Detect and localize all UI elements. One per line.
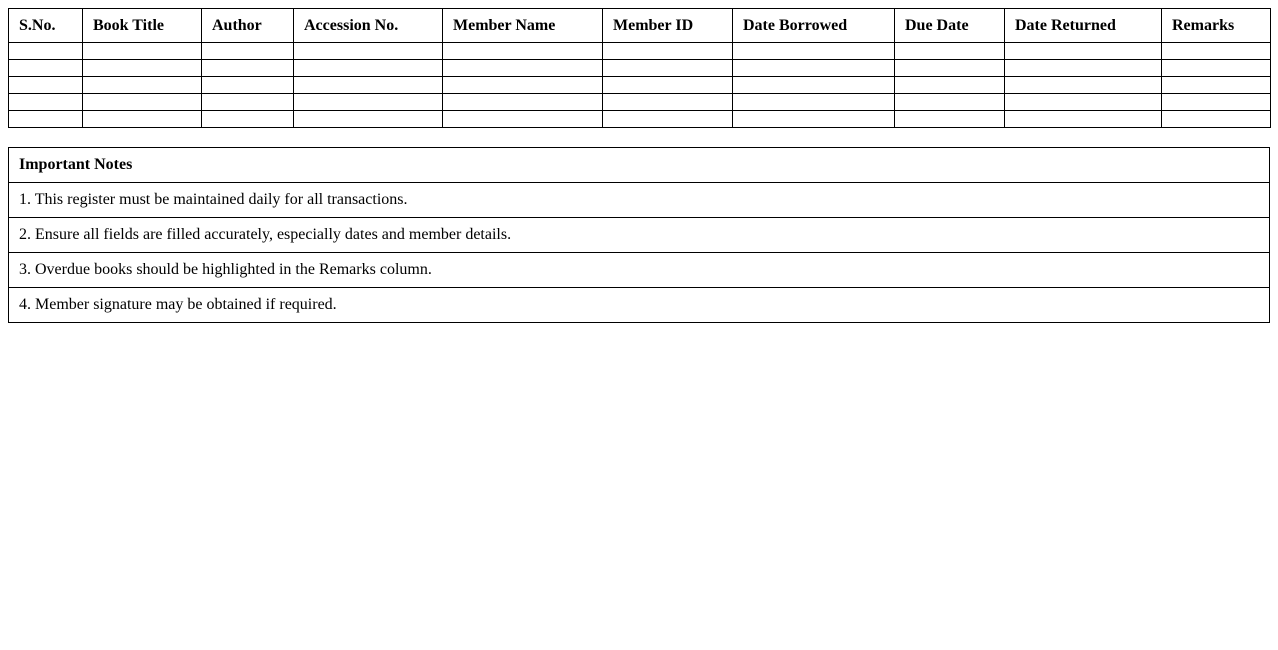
table-cell [294,60,443,77]
notes-row [9,183,1270,218]
notes-row [9,218,1270,253]
table-cell [202,77,294,94]
table-row [9,77,1271,94]
note-item: 1. This register must be maintained daily for all transactions. [9,183,1270,218]
notes-row [9,253,1270,288]
header-remarks: Remarks [1162,9,1271,43]
table-cell [603,111,733,128]
note-item: 4. Member signature may be obtained if required. [9,288,1270,323]
table-row [9,43,1271,60]
header-due-date: Due Date [895,9,1005,43]
note-item: 3. Overdue books should be highlighted in the Remarks column. [9,253,1270,288]
table-cell [603,94,733,111]
table-cell [603,60,733,77]
table-cell [83,77,202,94]
table-cell [895,77,1005,94]
table-cell [202,111,294,128]
header-accession-no: Accession No. [294,9,443,43]
header-date-borrowed: Date Borrowed [733,9,895,43]
table-cell [603,43,733,60]
header-date-returned: Date Returned [1005,9,1162,43]
table-cell [443,94,603,111]
table-cell [83,60,202,77]
table-cell [1162,94,1271,111]
table-cell [294,43,443,60]
table-cell [294,94,443,111]
table-cell [202,60,294,77]
table-cell [294,77,443,94]
table-cell [1005,77,1162,94]
table-cell [9,77,83,94]
table-cell [443,77,603,94]
table-cell [1005,43,1162,60]
table-cell [9,60,83,77]
table-cell [294,111,443,128]
table-cell [1005,60,1162,77]
table-cell [895,94,1005,111]
notes-row [9,288,1270,323]
table-cell [733,77,895,94]
table-row [9,111,1271,128]
table-cell [895,111,1005,128]
table-row [9,94,1271,111]
table-cell [9,94,83,111]
table-cell [443,111,603,128]
table-cell [733,94,895,111]
table-cell [1162,60,1271,77]
header-book-title: Book Title [83,9,202,43]
table-cell [895,60,1005,77]
table-header-row [9,9,1271,43]
important-notes-table [8,147,1270,323]
notes-heading-row [9,148,1270,183]
table-cell [443,60,603,77]
table-cell [83,43,202,60]
table-cell [733,111,895,128]
table-cell [1162,43,1271,60]
table-cell [895,43,1005,60]
table-row [9,60,1271,77]
notes-heading: Important Notes [9,148,1270,183]
table-cell [1162,111,1271,128]
table-cell [603,77,733,94]
table-cell [83,94,202,111]
table-cell [1005,94,1162,111]
header-member-id: Member ID [603,9,733,43]
table-cell [83,111,202,128]
table-cell [733,43,895,60]
header-member-name: Member Name [443,9,603,43]
table-cell [1005,111,1162,128]
table-cell [443,43,603,60]
table-cell [733,60,895,77]
table-cell [9,111,83,128]
header-author: Author [202,9,294,43]
table-cell [9,43,83,60]
table-cell [202,43,294,60]
library-register-table [8,8,1271,128]
table-cell [202,94,294,111]
table-cell [1162,77,1271,94]
header-sno: S.No. [9,9,83,43]
note-item: 2. Ensure all fields are filled accurately, especially dates and member details. [9,218,1270,253]
